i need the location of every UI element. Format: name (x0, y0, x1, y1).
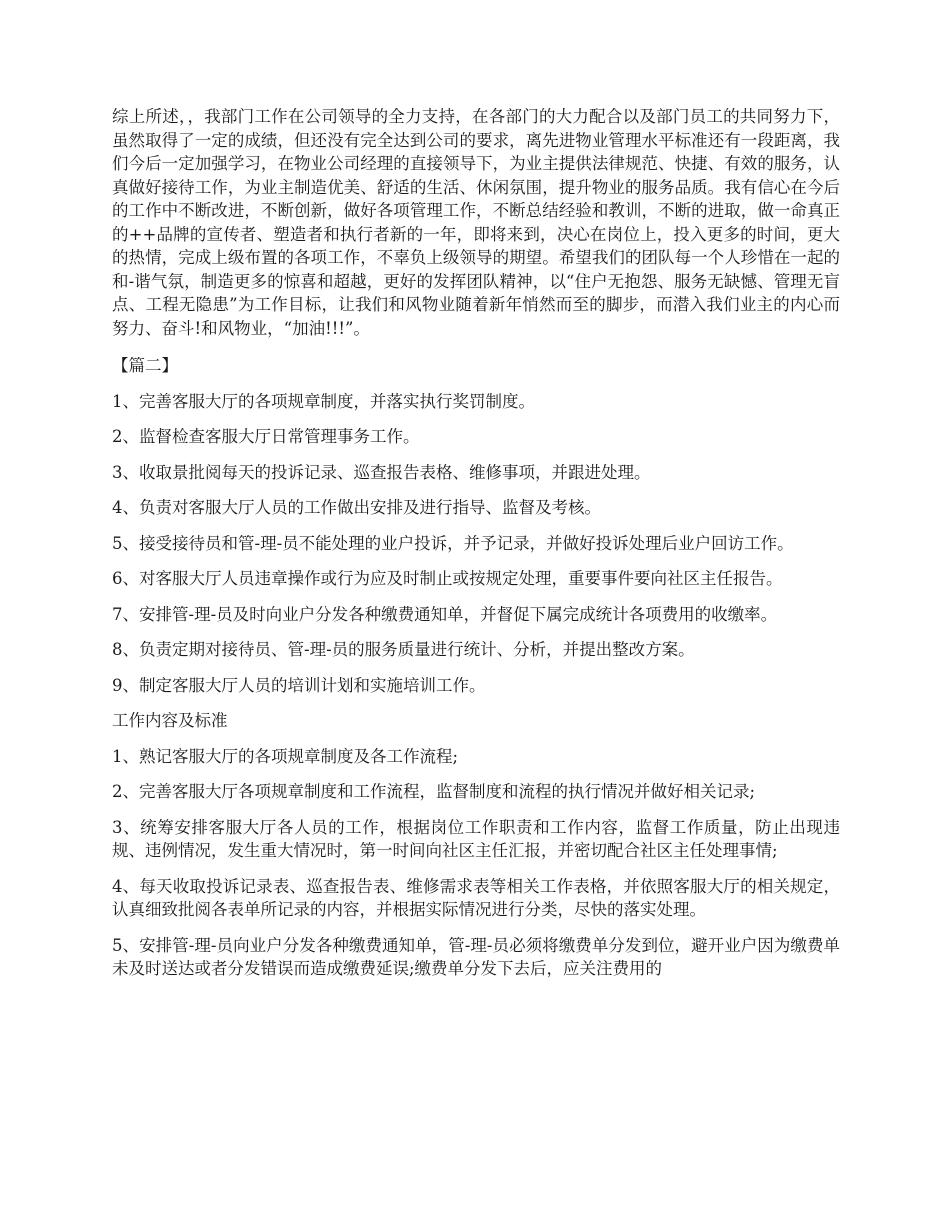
subsection-heading: 工作内容及标准 (112, 711, 228, 730)
duty-item-3: 3、收取景批阅每天的投诉记录、巡查报告表格、维修事项，并跟进处理。 (112, 462, 651, 482)
duty-item-2: 2、监督检查客服大厅日常管理事务工作。 (112, 427, 420, 446)
duty-item-5: 5、接受接待员和管-理-员不能处理的业户投诉，并予记录，并做好投诉处理后业户回访工作。 (112, 533, 794, 553)
standard-item-1: 1、熟记客服大厅的各项规章制度及各工作流程; (112, 746, 459, 766)
duty-item-1: 1、完善客服大厅的各项规章制度，并落实执行奖罚制度。 (112, 391, 535, 411)
standard-item-5: 5、安排管-理-员向业户分发各种缴费通知单，管-理-员必须将缴费单分发到位，避开业户因为缴费单未及时送达或者分发错误而造成缴费延误;缴费单分发下去后，应关注费用的 (112, 935, 840, 978)
duty-item-6: 6、对客服大厅人员违章操作或行为应及时制止或按规定处理，重要事件要向社区主任报告。 (112, 569, 783, 588)
standard-item-2: 2、完善客服大厅各项规章制度和工作流程，监督制度和流程的执行情况并做好相关记录; (112, 782, 756, 801)
section-heading: 【篇二】 (112, 356, 178, 375)
standard-item-3: 3、统筹安排客服大厅各人员的工作，根据岗位工作职责和工作内容，监督工作质量，防止出现违规、违例情况，发生重大情况时，第一时间向社区主任汇报，并密切配合社区主任处理事情; (112, 817, 840, 860)
duty-item-4: 4、负责对客服大厅人员的工作做出安排及进行指导、监督及考核。 (112, 498, 601, 517)
duty-item-8: 8、负责定期对接待员、管-理-员的服务质量进行统计、分析，并提出整改方案。 (112, 640, 695, 659)
summary-paragraph: 综上所述，，我部门工作在公司领导的全力支持，在各部门的大力配合以及部门员工的共同努力下，虽然取得了一定的成绩，但还没有完全达到公司的要求，离先进物业管理水平标准还有一段距离，我们今后一定加强学习，在物业公司经理的直接领导下，为业主提供法律规范、快捷、有效的服务，认真做好接待工作，为业主制造优美、舒适的生活、休闲氛围，提升物业的服务品质。我有信心在今后的工作中不断改进，不断创新，做好各项管理工作，不断总结经验和教训，不断的进取，做一命真正的++品牌的宣传者、塑造者和执行者新的一年，即将来到，决心在岗位上，投入更多的时间，更大的热情，完成上级布置的各项工作，不辜负上级领导的期望。希望我们的团队每一个人珍惜在一起的和-谐气氛，制造更多的惊喜和超越，更好的发挥团队精神，以“住户无抱怨、服务无缺憾、管理无盲点、工程无隐患”为工作目标，让我们和风物业随着新年悄然而至的脚步，而潜入我们业主的内心而努力、奋斗!和风物业，“加油!!!”。 (112, 107, 840, 338)
duty-item-9: 9、制定客服大厅人员的培训计划和实施培训工作。 (112, 675, 486, 695)
duty-item-7: 7、安排管-理-员及时向业户分发各种缴费通知单，并督促下属完成统计各项费用的收缴率。 (112, 604, 778, 624)
standard-item-4: 4、每天收取投诉记录表、巡查报告表、维修需求表等相关工作表格，并依照客服大厅的相关规定，认真细致批阅各表单所记录的内容，并根据实际情况进行分类，尽快的落实处理。 (112, 876, 840, 919)
document-body (112, 105, 840, 993)
